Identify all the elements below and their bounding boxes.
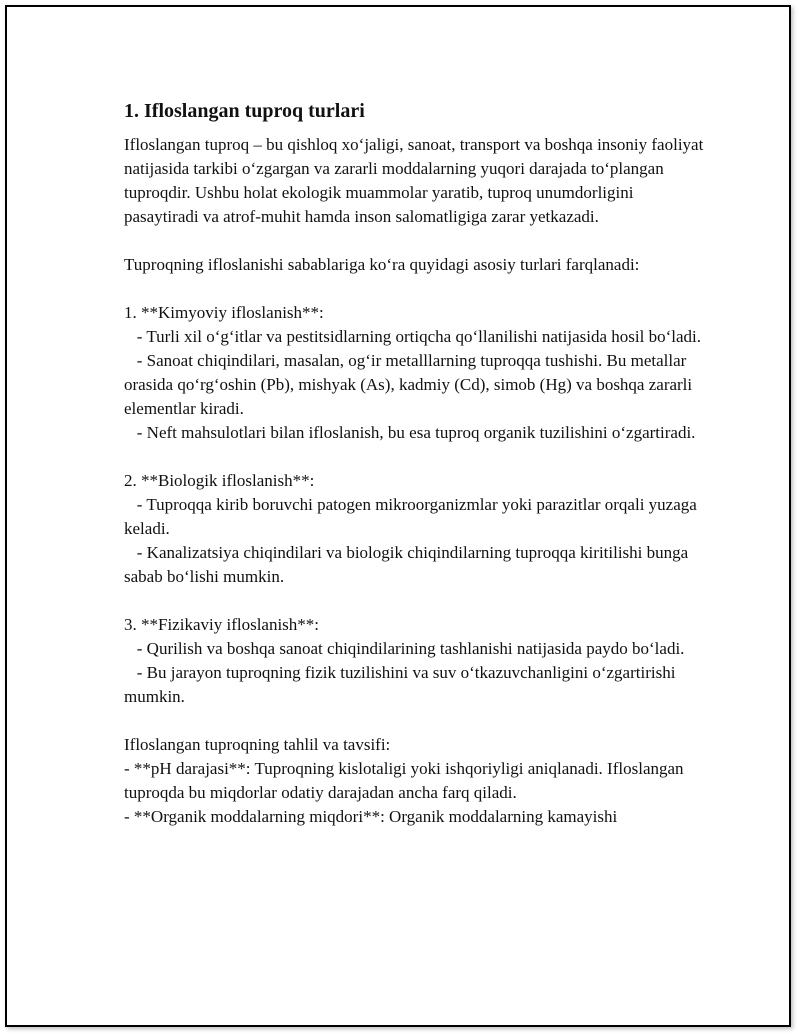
document-content bbox=[124, 97, 704, 829]
intro-paragraph: Ifloslangan tuproq – bu qishloq xo‘jaligi, sanoat, transport va boshqa insoniy faoliyat natijasida tarkibi o‘zgargan va zararli moddalarning yuqori darajada to‘plangan tuproqdir. Ushbu holat ekologik muammolar yaratib, tuproq unumdorligini pasaytiradi va atrof-muhit hamda inson salomatligiga zarar yetkazadi. bbox=[124, 135, 704, 226]
list-item: - Neft mahsulotlari bilan ifloslanish, bu esa tuproq organik tuzilishini o‘zgartiradi. bbox=[136, 423, 696, 442]
section-title: 1. Ifloslangan tuproq turlari bbox=[124, 100, 365, 122]
lead-paragraph: Tuproqning ifloslanishi sabablariga ko‘ra quyidagi asosiy turlari farqlanadi: bbox=[124, 255, 640, 274]
section-heading: 1. **Kimyoviy ifloslanish**: bbox=[124, 303, 324, 322]
chemical-pollution-section bbox=[124, 301, 704, 445]
analysis-heading: Ifloslangan tuproqning tahlil va tavsifi: bbox=[124, 735, 391, 754]
list-item: - Tuproqqa kirib boruvchi patogen mikroorganizmlar yoki parazitlar orqali yuzaga keladi. bbox=[124, 495, 702, 538]
document-page bbox=[5, 5, 791, 1027]
list-item: - Turli xil o‘g‘itlar va pestitsidlarning ortiqcha qo‘llanilishi natijasida hosil bo‘ladi. bbox=[136, 327, 701, 346]
list-item: - Sanoat chiqindilari, masalan, og‘ir metalllarning tuproqqa tushishi. Bu metallar orasida qo‘rg‘oshin (Pb), mishyak (As), kadmiy (Cd), simob (Hg) va boshqa zararli elementlar kiradi. bbox=[124, 351, 697, 418]
list-item: - Kanalizatsiya chiqindilari va biologik chiqindilarning tuproqqa kiritilishi bunga sabab bo‘lishi mumkin. bbox=[124, 543, 693, 586]
physical-pollution-section bbox=[124, 613, 704, 709]
list-item: - **Organik moddalarning miqdori**: Organik moddalarning kamayishi bbox=[124, 807, 618, 826]
list-item: - **pH darajasi**: Tuproqning kislotaligi yoki ishqoriyligi aniqlanadi. Ifloslangan tuproqda bu miqdorlar odatiy darajadan ancha farq qiladi. bbox=[124, 759, 688, 802]
section-heading: 2. **Biologik ifloslanish**: bbox=[124, 471, 315, 490]
list-item: - Qurilish va boshqa sanoat chiqindilarining tashlanishi natijasida paydo bo‘ladi. bbox=[136, 639, 685, 658]
analysis-section bbox=[124, 733, 704, 829]
section-heading: 3. **Fizikaviy ifloslanish**: bbox=[124, 615, 320, 634]
list-item: - Bu jarayon tuproqning fizik tuzilishini va suv o‘tkazuvchanligini o‘zgartirishi mumkin. bbox=[124, 663, 680, 706]
biological-pollution-section bbox=[124, 469, 704, 589]
